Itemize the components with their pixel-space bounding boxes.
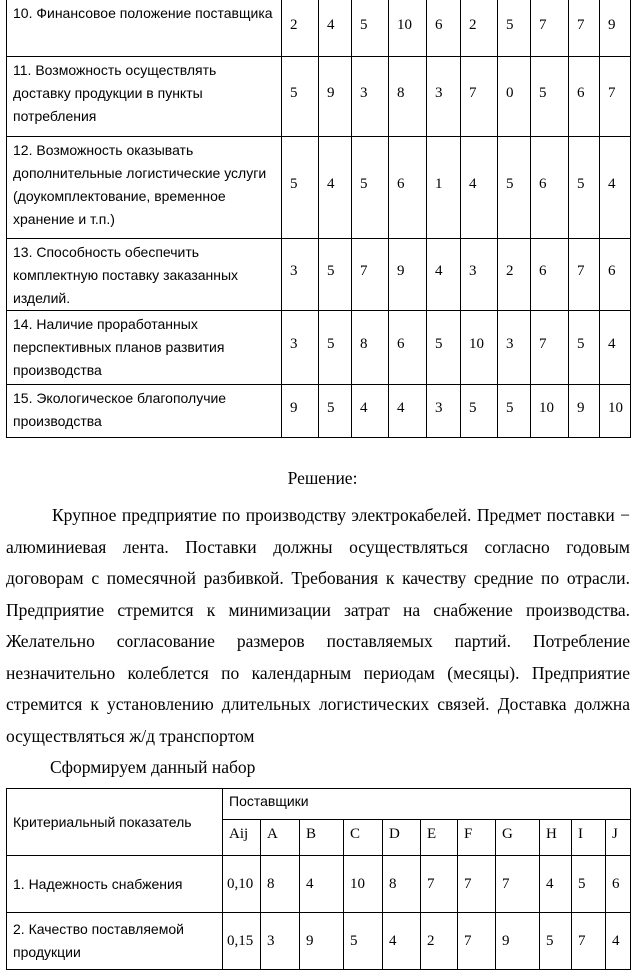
score-cell: 3 [427,385,461,438]
score-cell: 4 [600,311,631,385]
weight-column-header: Aij [223,820,261,856]
score-cell: 1 [427,137,461,239]
score-cell: 9 [300,913,344,970]
criterion-label: 2. Качество поставляемой продукции [7,913,223,970]
score-cell: 5 [344,913,383,970]
score-cell: 9 [282,385,319,438]
table-row [7,137,631,239]
score-cell: 6 [600,239,631,311]
table-row [7,311,631,385]
score-cell: 10 [389,0,427,57]
criterion-label: 10. Финансовое положение поставщика [7,0,282,57]
score-cell: 4 [300,856,344,913]
criteria-table-continued [6,0,631,438]
score-cell: 5 [319,239,352,311]
score-cell: 0 [498,57,531,137]
score-cell: 7 [600,57,631,137]
score-cell: 3 [461,239,498,311]
score-cell: 5 [540,913,572,970]
score-cell: 9 [496,913,540,970]
supplier-column-header: I [572,820,606,856]
score-cell: 10 [344,856,383,913]
table-row [7,856,631,913]
score-cell: 2 [282,0,319,57]
score-cell: 4 [461,137,498,239]
score-cell: 6 [531,137,569,239]
score-cell: 7 [458,913,496,970]
criterion-label: 11. Возможность осуществлять доставку продукции в пункты потребления [7,57,282,137]
table-row [7,913,631,970]
score-cell: 7 [569,0,600,57]
score-cell: 5 [461,385,498,438]
score-cell: 2 [498,239,531,311]
score-cell: 7 [352,239,389,311]
supplier-column-header: F [458,820,496,856]
score-cell: 10 [600,385,631,438]
solution-title: Решение: [287,468,358,488]
weight-cell: 0,15 [223,913,261,970]
criterion-label: 14. Наличие проработанных перспективных планов развития производства [7,311,282,385]
score-cell: 5 [352,0,389,57]
score-cell: 6 [389,311,427,385]
score-cell: 4 [319,137,352,239]
score-cell: 5 [319,311,352,385]
weight-cell: 0,10 [223,856,261,913]
score-cell: 7 [496,856,540,913]
criterion-label: 12. Возможность оказывать дополнительные логистические услуги (доукомплектование, временное хранение и т.п.) [7,137,282,239]
score-cell: 5 [282,57,319,137]
score-cell: 10 [531,385,569,438]
supplier-column-header: D [383,820,421,856]
suppliers-header: Поставщики [223,789,631,820]
score-cell: 9 [389,239,427,311]
score-cell: 8 [261,856,300,913]
score-cell: 5 [498,385,531,438]
score-cell: 8 [352,311,389,385]
score-cell: 9 [319,57,352,137]
score-cell: 3 [282,239,319,311]
score-cell: 7 [569,239,600,311]
score-cell: 10 [461,311,498,385]
score-cell: 5 [319,385,352,438]
score-cell: 5 [498,137,531,239]
supplier-column-header: A [261,820,300,856]
score-cell: 7 [531,0,569,57]
score-cell: 8 [383,856,421,913]
score-cell: 6 [569,57,600,137]
score-cell: 5 [498,0,531,57]
criterion-label: 15. Экологическое благополучие производства [7,385,282,438]
score-cell: 7 [531,311,569,385]
score-cell: 6 [531,239,569,311]
criterion-label: 1. Надежность снабжения [7,856,223,913]
score-cell: 5 [427,311,461,385]
score-cell: 4 [352,385,389,438]
score-cell: 2 [421,913,458,970]
score-cell: 2 [461,0,498,57]
supplier-evaluation-table [6,788,631,970]
table-row [7,239,631,311]
score-cell: 5 [569,311,600,385]
score-cell: 9 [569,385,600,438]
score-cell: 8 [389,57,427,137]
score-cell: 3 [282,311,319,385]
score-cell: 5 [531,57,569,137]
supplier-column-header: J [606,820,631,856]
form-set-line: Сформируем данный набор [50,757,256,777]
score-cell: 4 [606,913,631,970]
criterion-header: Критериальный показатель [7,789,223,856]
score-cell: 7 [461,57,498,137]
score-cell: 5 [569,137,600,239]
score-cell: 5 [352,137,389,239]
supplier-column-header: H [540,820,572,856]
score-cell: 4 [383,913,421,970]
table-row [7,385,631,438]
solution-paragraph: Крупное предприятие по производству электрокабелей. Предмет поставки − алюминиевая лента. Поставки должны осуществляться согласно годовым договорам с помесячной разбивкой. Требования к качеству средние по отрасли. Предприятие стремится к минимизации затрат на снабжение производства. Желательно согласование размеров поставляемых партий. Потребление незначительно колеблется по календарным периодам (месяцы). Предприятие стремится к установлению длительных логистических связей. Доставка должна осуществляться ж/д транспортом [6,505,630,746]
score-cell: 7 [421,856,458,913]
supplier-column-header: B [300,820,344,856]
supplier-column-header: G [496,820,540,856]
score-cell: 7 [572,913,606,970]
score-cell: 4 [319,0,352,57]
score-cell: 6 [427,0,461,57]
score-cell: 6 [389,137,427,239]
score-cell: 4 [540,856,572,913]
score-cell: 3 [498,311,531,385]
supplier-column-header: E [421,820,458,856]
table-row [7,0,631,57]
score-cell: 4 [427,239,461,311]
score-cell: 5 [572,856,606,913]
criterion-label: 13. Способность обеспечить комплектную поставку заказанных изделий. [7,239,282,311]
score-cell: 3 [261,913,300,970]
table-row [7,57,631,137]
supplier-column-header: C [344,820,383,856]
score-cell: 4 [600,137,631,239]
score-cell: 6 [606,856,631,913]
score-cell: 9 [600,0,631,57]
score-cell: 5 [282,137,319,239]
score-cell: 3 [352,57,389,137]
score-cell: 3 [427,57,461,137]
score-cell: 7 [458,856,496,913]
score-cell: 4 [389,385,427,438]
